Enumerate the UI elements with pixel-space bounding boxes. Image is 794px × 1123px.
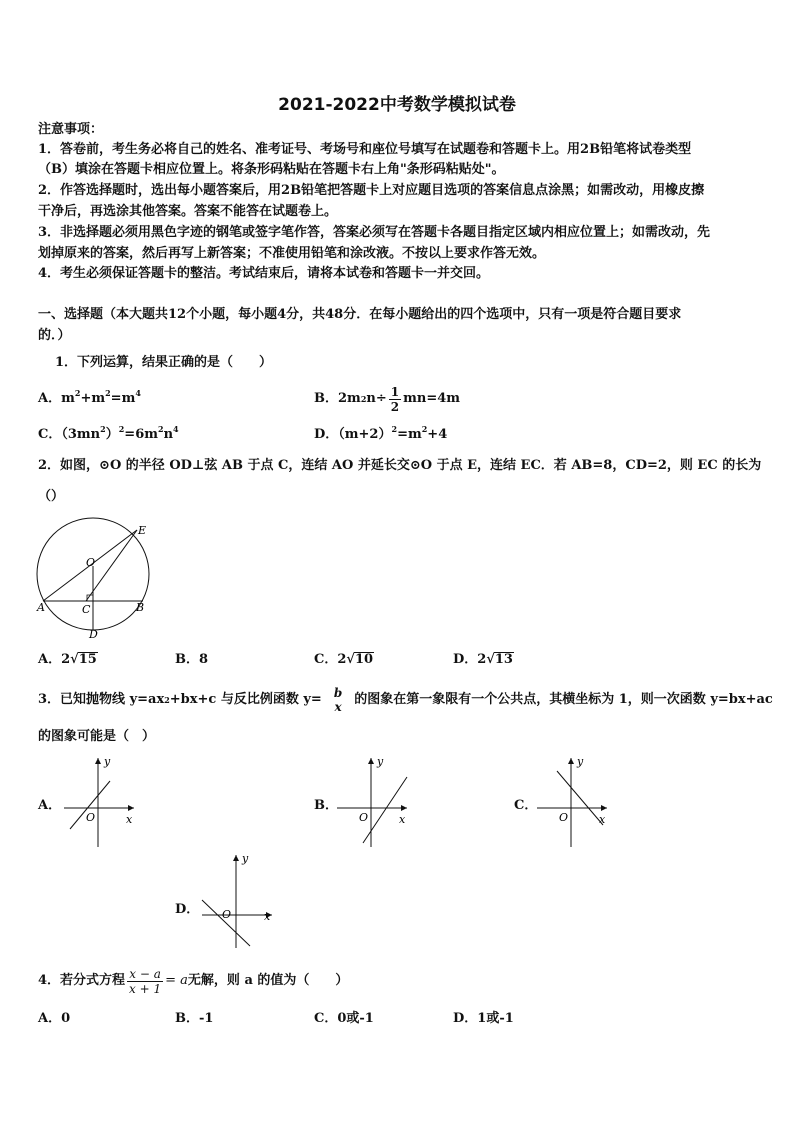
graph-b-line: [363, 777, 407, 843]
q1-option-b: B． 2m 2 n÷ $\frac{1}{2}$ mn=4m: [314, 384, 461, 414]
svg-text:y: y: [104, 755, 111, 768]
q3-option-a-label: A．: [38, 798, 62, 813]
page-title: 2021-2022中考数学模拟试卷: [278, 95, 516, 115]
fraction-one-half: $\frac{1}{2}$: [390, 384, 400, 414]
q4-option-c: C．0或-1: [314, 1011, 374, 1026]
q2-option-a: A．2√15: [38, 652, 97, 667]
q4-option-a: A．0: [38, 1011, 71, 1026]
q3-graph-c: [533, 753, 613, 849]
q3-option-d-label: D．: [175, 902, 200, 917]
svg-text:O: O: [359, 811, 369, 824]
q3-graph-b: [333, 753, 413, 849]
svg-text:x: x: [264, 910, 271, 923]
section-heading-2: 的．）: [38, 328, 71, 343]
q1-option-d: D．$(m+2)^2=m^2+4$: [314, 424, 448, 442]
svg-text:O: O: [86, 811, 96, 824]
svg-text:y: y: [377, 755, 384, 768]
notice-line-3: 2．作答选择题时，选出每小题答案后，用2B铅笔把答题卡上对应题目选项的答案信息点涂黑；如需改动，用橡皮擦: [38, 183, 705, 198]
label-e: E: [138, 524, 147, 537]
q2-option-b: B．8: [175, 652, 209, 667]
label-c: C: [82, 603, 91, 616]
svg-text:x: x: [399, 813, 406, 826]
section-heading-1: 一、选择题（本大题共12个小题，每小题4分，共48分．在每小题给出的四个选项中，只有一项是符合题目要求: [38, 307, 682, 322]
q1-option-c: C．$(3mn^2)^2=6m^2n^4$: [38, 424, 179, 442]
q3-option-c-label: C．: [514, 798, 538, 813]
svg-text:y: y: [242, 852, 249, 865]
q2-stem: 2．如图，⊙O 的半径 OD⊥弦 AB 于点 C，连结 AO 并延长交⊙O 于点 E，连结 EC．若 AB=8，CD=2，则 EC 的长为: [38, 458, 762, 473]
svg-text:O: O: [559, 811, 569, 824]
q3-stem: 3．已知抛物线 y=ax 2 +bx+c 与反比例函数 y= b x 的图象在第一象限有一个公共点，其横坐标为 1，则一次函数 y=bx+ac: [38, 686, 773, 714]
svg-text:x: x: [599, 813, 606, 826]
q4-stem: 4．若分式方程 $\frac{x - a}{x + 1}$ = a 无解，则 a 的值为（ ）: [38, 966, 349, 996]
q3-graph-d: [198, 850, 278, 950]
notice-line-6: 划掉原来的答案，然后再写上新答案；不准使用铅笔和涂改液。不按以上要求作答无效。: [38, 246, 546, 261]
q3-stem-line-2: 的图象可能是（ ）: [38, 729, 156, 744]
q4-option-d: D．1或-1: [453, 1011, 514, 1026]
q1-stem: 1．下列运算，结果正确的是（ ）: [55, 355, 273, 370]
q2-circle-figure: [30, 516, 160, 642]
notice-line-2: （B）填涂在答题卡相应位置上。将条形码粘贴在答题卡右上角"条形码粘贴处"。: [38, 162, 505, 177]
label-d: D: [89, 628, 98, 641]
label-a: A: [37, 601, 45, 614]
notice-heading: 注意事项：: [38, 122, 104, 137]
q2-stem-parens: （）: [38, 489, 65, 504]
svg-text:O: O: [222, 908, 232, 921]
notice-line-5: 3．非选择题必须用黑色字迹的钢笔或签字笔作答，答案必须写在答题卡各题目指定区域内相应位置上；如需改动，先: [38, 225, 711, 240]
q4-option-b: B．-1: [175, 1011, 214, 1026]
svg-text:y: y: [577, 755, 584, 768]
notice-line-1: 1．答卷前，考生务必将自己的姓名、准考证号、考场号和座位号填写在试题卷和答题卡上。用2B铅笔将试卷类型: [38, 142, 692, 157]
q2-option-d: D．2√13: [453, 652, 513, 667]
graph-d-line: [202, 900, 250, 946]
notice-line-4: 干净后，再选涂其他答案。答案不能答在试题卷上。: [38, 204, 338, 219]
fraction-x-minus-a-over-x-plus-1: $\frac{x - a}{x + 1}$: [129, 966, 162, 996]
fraction-b-over-x: b x: [333, 686, 343, 714]
q3-option-b-label: B．: [314, 798, 338, 813]
notice-line-7: 4．考生必须保证答题卡的整洁。考试结束后，请将本试卷和答题卡一并交回。: [38, 266, 490, 281]
q1-option-a: A．$m^2+m^2=m^4$: [38, 388, 141, 406]
q3-graph-a: [60, 753, 140, 849]
label-o: O: [86, 556, 96, 569]
svg-text:x: x: [126, 813, 133, 826]
q2-option-c: C．2√10: [314, 652, 374, 667]
label-b: B: [136, 601, 145, 614]
